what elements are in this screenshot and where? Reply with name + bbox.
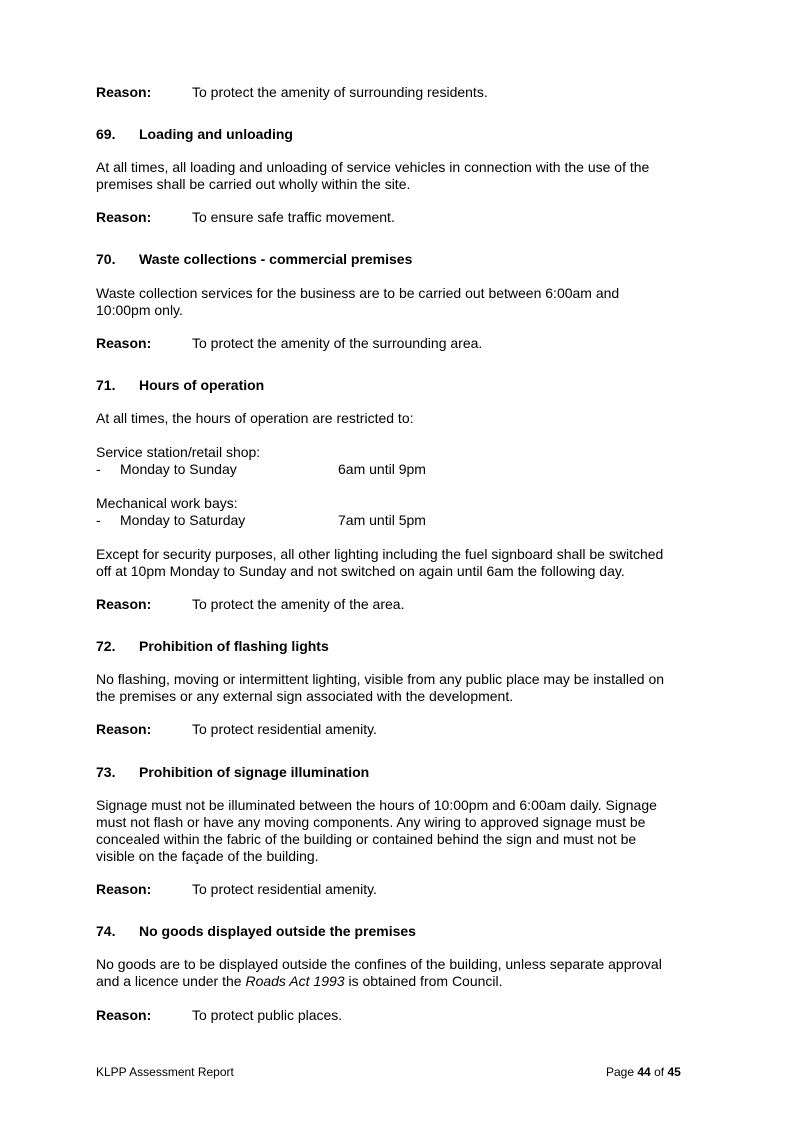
- condition-title: Loading and unloading: [139, 126, 293, 142]
- body-line: visible on the façade of the building.: [96, 848, 319, 864]
- body-line: [96, 973, 706, 990]
- reason-label: Reason:: [96, 881, 152, 897]
- condition-number: 74.: [96, 923, 116, 939]
- bullet-dash: -: [96, 461, 101, 477]
- reason-text: To ensure safe traffic movement.: [192, 209, 395, 225]
- condition-number: 70.: [96, 251, 116, 267]
- body-line: premises shall be carried out wholly within the site.: [96, 176, 411, 192]
- condition-body-74: [96, 956, 706, 990]
- body-line: Signage must not be illuminated between the hours of 10:00pm and 6:00am daily. Signage: [96, 797, 657, 813]
- schedule-hours: 6am until 9pm: [338, 461, 426, 477]
- schedule-days: Monday to Sunday: [120, 461, 237, 477]
- body-line: concealed within the fabric of the building or contained behind the sign and must not be: [96, 831, 637, 847]
- reason-text: To protect public places.: [192, 1007, 343, 1023]
- body-line: No goods are to be displayed outside the confines of the building, unless separate approval: [96, 956, 662, 972]
- condition-body-71: [96, 546, 706, 580]
- condition-body-72: [96, 671, 706, 705]
- footer-page-number: [606, 1065, 681, 1079]
- page-word: Page: [606, 1065, 635, 1079]
- condition-heading-73: [96, 764, 369, 780]
- reason-label: Reason:: [96, 721, 152, 737]
- act-name: Roads Act 1993: [245, 973, 345, 989]
- reason-label: Reason:: [96, 209, 152, 225]
- condition-title: Waste collections - commercial premises: [139, 251, 413, 267]
- reason-label: Reason:: [96, 84, 152, 100]
- schedule-days: Monday to Saturday: [120, 512, 246, 528]
- condition-body-73: [96, 797, 706, 865]
- condition-number: 72.: [96, 638, 116, 654]
- condition-heading-69: [96, 126, 293, 142]
- reason-label: Reason:: [96, 596, 152, 612]
- schedule-group-label: Service station/retail shop:: [96, 444, 261, 460]
- reason-label: Reason:: [96, 1007, 152, 1023]
- condition-title: Prohibition of signage illumination: [139, 764, 370, 780]
- body-text: and a licence under the: [96, 973, 246, 989]
- body-line: Waste collection services for the business are to be carried out between 6:00am and: [96, 285, 620, 301]
- body-text: is obtained from Council.: [344, 973, 503, 989]
- condition-number: 73.: [96, 764, 116, 780]
- bullet-dash: -: [96, 512, 101, 528]
- body-line: the premises or any external sign associated with the development.: [96, 688, 514, 704]
- page-total: 45: [667, 1065, 681, 1079]
- condition-heading-70: [96, 251, 412, 267]
- schedule-group-label: Mechanical work bays:: [96, 495, 238, 511]
- reason-text: To protect residential amenity.: [192, 881, 377, 897]
- of-word: of: [654, 1065, 665, 1079]
- condition-body-70: [96, 285, 706, 319]
- condition-number: 71.: [96, 377, 116, 393]
- condition-title: Prohibition of flashing lights: [139, 638, 329, 654]
- reason-text: To protect residential amenity.: [192, 721, 377, 737]
- hours-intro: At all times, the hours of operation are restricted to:: [96, 410, 414, 426]
- body-line: must not flash or have any moving components. Any wiring to approved signage must be: [96, 814, 646, 830]
- condition-heading-72: [96, 638, 329, 654]
- footer-report-name: KLPP Assessment Report: [96, 1065, 234, 1079]
- condition-body-69: [96, 159, 706, 193]
- reason-label: Reason:: [96, 335, 152, 351]
- schedule-hours: 7am until 5pm: [338, 512, 426, 528]
- body-line: No flashing, moving or intermittent lighting, visible from any public place may be installed on: [96, 671, 665, 687]
- body-line: At all times, all loading and unloading of service vehicles in connection with the use of the: [96, 159, 650, 175]
- condition-heading-71: [96, 377, 264, 393]
- condition-title: No goods displayed outside the premises: [139, 923, 416, 939]
- page-current: 44: [637, 1065, 651, 1079]
- reason-text: To protect the amenity of the area.: [192, 596, 405, 612]
- body-line: 10:00pm only.: [96, 302, 183, 318]
- condition-number: 69.: [96, 126, 116, 142]
- reason-text: To protect the amenity of the surrounding area.: [192, 335, 483, 351]
- body-line: off at 10pm Monday to Sunday and not switched on again until 6am the following day.: [96, 563, 625, 579]
- condition-heading-74: [96, 923, 416, 939]
- condition-title: Hours of operation: [139, 377, 265, 393]
- reason-text: To protect the amenity of surrounding residents.: [192, 84, 488, 100]
- body-line: Except for security purposes, all other lighting including the fuel signboard shall be switched: [96, 546, 664, 562]
